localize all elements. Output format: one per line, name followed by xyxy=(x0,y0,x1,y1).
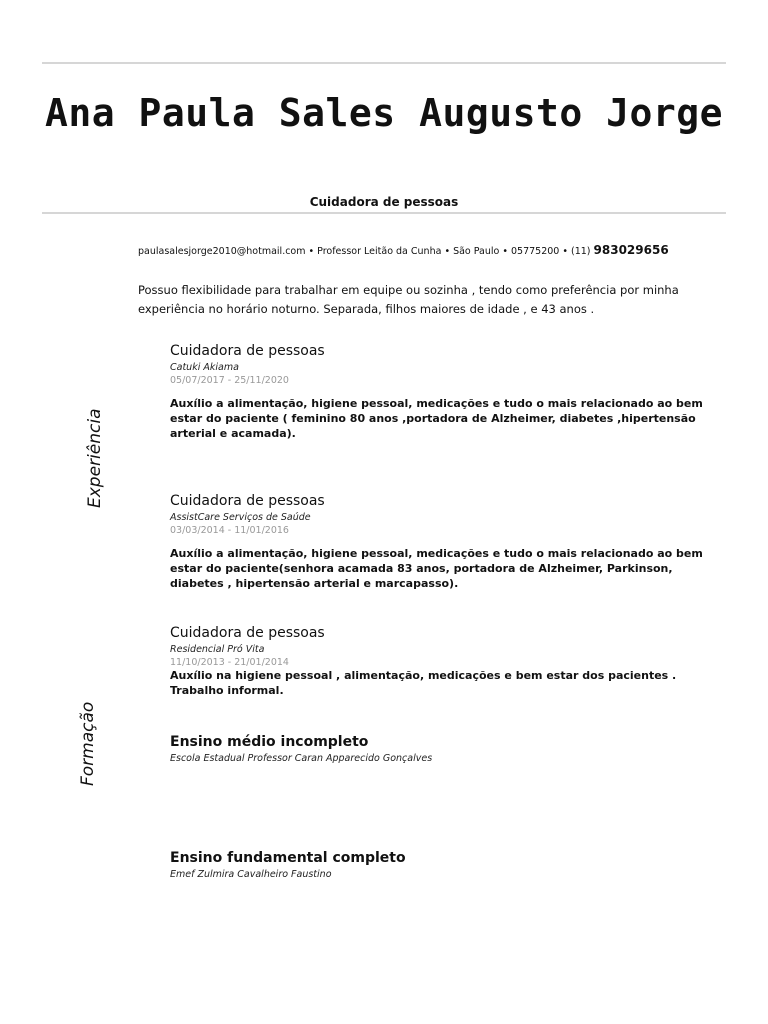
experience-title: Cuidadora de pessoas xyxy=(170,625,325,641)
section-label-experience: Experiência xyxy=(85,408,105,508)
contact-phone: 983029656 xyxy=(593,243,669,257)
experience-dates: 03/03/2014 - 11/01/2016 xyxy=(170,525,289,536)
experience-dates: 05/07/2017 - 25/11/2020 xyxy=(170,375,289,386)
candidate-name: Ana Paula Sales Augusto Jorge xyxy=(45,91,723,135)
experience-entry xyxy=(170,342,710,441)
education-title: Ensino fundamental completo xyxy=(170,850,406,866)
experience-title: Cuidadora de pessoas xyxy=(170,493,325,509)
experience-employer: Catuki Akiama xyxy=(170,362,239,373)
header-divider xyxy=(42,212,726,214)
job-title: Cuidadora de pessoas xyxy=(309,195,459,209)
section-label-education: Formação xyxy=(78,701,98,786)
profile-summary: Possuo flexibilidade para trabalhar em equipe ou sozinha , tendo como preferência por minha experiência no horário noturno. Separada, filhos maiores de idade , e 43 anos . xyxy=(138,283,679,316)
education-school: Emef Zulmira Cavalheiro Faustino xyxy=(170,869,332,880)
experience-employer: Residencial Pró Vita xyxy=(170,644,265,655)
experience-employer: AssistCare Serviços de Saúde xyxy=(170,512,311,523)
experience-entry xyxy=(170,624,710,698)
experience-description: Auxílio a alimentação, higiene pessoal, medicações e tudo o mais relacionado ao bem estar do paciente(senhora acamada 83 anos, portadora de Alzheimer, Parkinson, diabetes , hipertensão arterial e marcapasso). xyxy=(170,547,703,590)
experience-dates: 11/10/2013 - 21/01/2014 xyxy=(170,657,289,668)
education-entry xyxy=(170,733,710,764)
education-entry xyxy=(170,849,710,880)
experience-entry xyxy=(170,492,710,591)
experience-description: Auxílio na higiene pessoal , alimentação, medicações e bem estar dos pacientes . Trabalho informal. xyxy=(170,669,677,697)
education-title: Ensino médio incompleto xyxy=(170,734,369,750)
experience-title: Cuidadora de pessoas xyxy=(170,343,325,359)
contact-line xyxy=(138,243,669,257)
education-school: Escola Estadual Professor Caran Apparecido Gonçalves xyxy=(170,753,433,764)
top-divider xyxy=(42,62,726,64)
experience-description: Auxílio a alimentação, higiene pessoal, medicações e tudo o mais relacionado ao bem estar do paciente ( feminino 80 anos ,portadora de Alzheimer, diabetes ,hipertensão arterial e acamada). xyxy=(170,397,703,440)
contact-details: paulasalesjorge2010@hotmail.com • Professor Leitão da Cunha • São Paulo • 05775200 • (11) xyxy=(138,246,591,257)
